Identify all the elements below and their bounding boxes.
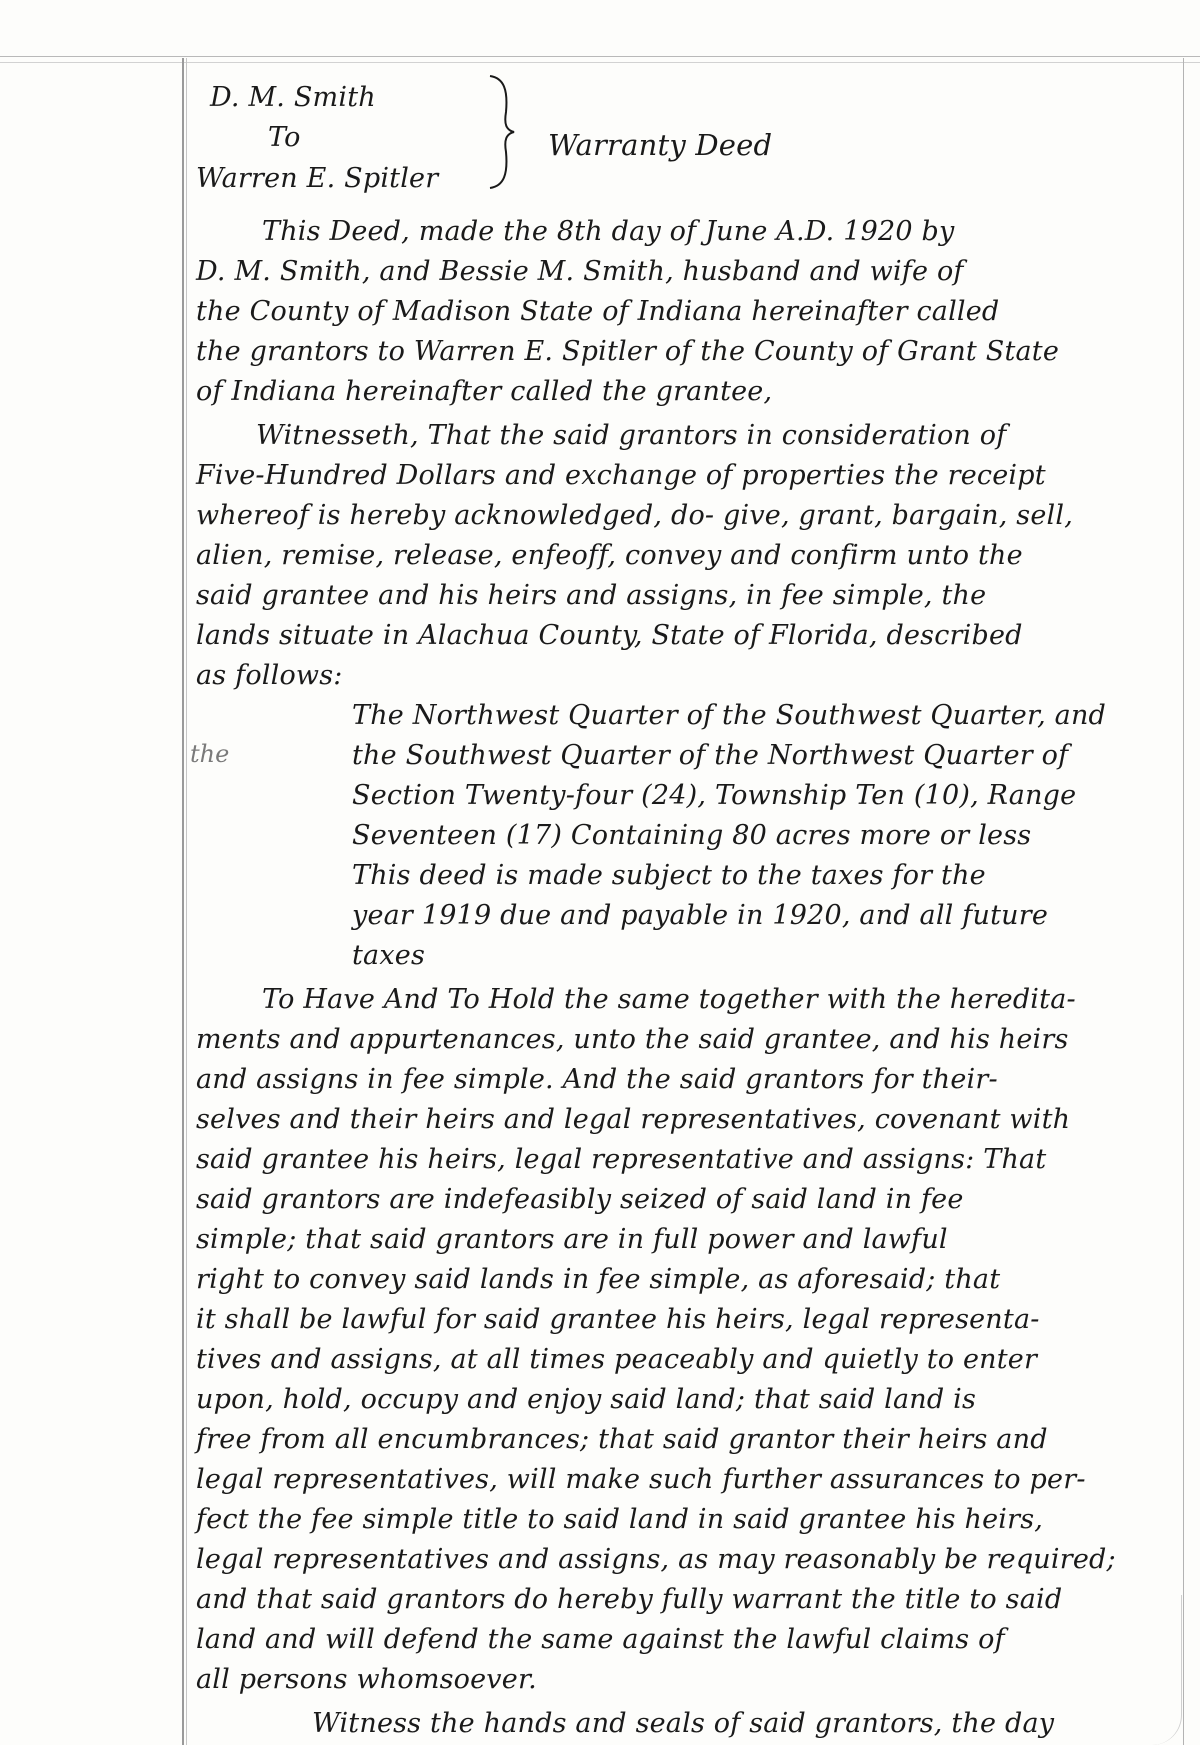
deed-line: Witnesseth, That the said grantors in consideration of bbox=[256, 420, 1007, 451]
deed-line: the County of Madison State of Indiana hereinafter called bbox=[196, 296, 1000, 327]
deed-line: as follows: bbox=[196, 660, 343, 691]
deed-line: This Deed, made the 8th day of June A.D. 1920 by bbox=[262, 216, 955, 247]
deed-line: all persons whomsoever. bbox=[196, 1664, 537, 1695]
deed-line: and that said grantors do hereby fully warrant the title to said bbox=[196, 1584, 1063, 1615]
deed-line: land and will defend the same against the lawful claims of bbox=[196, 1624, 1005, 1655]
deed-line: legal representatives and assigns, as may reasonably be required; bbox=[196, 1544, 1116, 1575]
deed-line: free from all encumbrances; that said grantor their heirs and bbox=[196, 1424, 1048, 1455]
header-to: To bbox=[268, 122, 301, 153]
deed-line: alien, remise, release, enfeoff, convey and confirm unto the bbox=[196, 540, 1023, 571]
deed-line: ments and appurtenances, unto the said grantee, and his heirs bbox=[196, 1024, 1069, 1055]
marginal-note: the bbox=[190, 740, 230, 768]
deed-line: whereof is hereby acknowledged, do- give, grant, bargain, sell, bbox=[196, 500, 1073, 531]
deed-line: simple; that said grantors are in full power and lawful bbox=[196, 1224, 948, 1255]
deed-line: said grantors are indefeasibly seized of said land in fee bbox=[196, 1184, 964, 1215]
deed-line: fect the fee simple title to said land in said grantee his heirs, bbox=[196, 1504, 1044, 1535]
deed-line: This deed is made subject to the taxes for the bbox=[352, 860, 986, 891]
deed-line: selves and their heirs and legal representatives, covenant with bbox=[196, 1104, 1071, 1135]
deed-line: and assigns in fee simple. And the said grantors for their- bbox=[196, 1064, 998, 1095]
deed-title: Warranty Deed bbox=[548, 128, 773, 162]
deed-line: the Southwest Quarter of the Northwest Quarter of bbox=[352, 740, 1069, 771]
deed-line: said grantee his heirs, legal representative and assigns: That bbox=[196, 1144, 1047, 1175]
deed-line: of Indiana hereinafter called the grantee, bbox=[196, 376, 773, 407]
deed-line: tives and assigns, at all times peaceably and quietly to enter bbox=[196, 1344, 1038, 1375]
deed-line: Five-Hundred Dollars and exchange of properties the receipt bbox=[196, 460, 1046, 491]
deed-line: taxes bbox=[352, 940, 426, 971]
deed-line: the grantors to Warren E. Spitler of the County of Grant State bbox=[196, 336, 1060, 367]
deed-line: The Northwest Quarter of the Southwest Quarter, and bbox=[352, 700, 1107, 731]
header-grantee: Warren E. Spitler bbox=[196, 163, 439, 194]
deed-line: right to convey said lands in fee simple, as aforesaid; that bbox=[196, 1264, 1001, 1295]
deed-line: Witness the hands and seals of said grantors, the day bbox=[312, 1708, 1055, 1739]
deed-line: Seventeen (17) Containing 80 acres more or less bbox=[352, 820, 1032, 851]
deed-line: upon, hold, occupy and enjoy said land; that said land is bbox=[196, 1384, 977, 1415]
deed-line: year 1919 due and payable in 1920, and all future bbox=[352, 900, 1049, 931]
deed-line: legal representatives, will make such further assurances to per- bbox=[196, 1464, 1086, 1495]
deed-line: lands situate in Alachua County, State of Florida, described bbox=[196, 620, 1023, 651]
deed-line: said grantee and his heirs and assigns, in fee simple, the bbox=[196, 580, 987, 611]
deed-line: Section Twenty-four (24), Township Ten (10), Range bbox=[352, 780, 1077, 811]
deed-line: To Have And To Hold the same together with the heredita- bbox=[262, 984, 1076, 1015]
header-grantor: D. M. Smith bbox=[210, 82, 376, 113]
deed-line: it shall be lawful for said grantee his heirs, legal representa- bbox=[196, 1304, 1040, 1335]
deed-line: D. M. Smith, and Bessie M. Smith, husband and wife of bbox=[196, 256, 964, 287]
